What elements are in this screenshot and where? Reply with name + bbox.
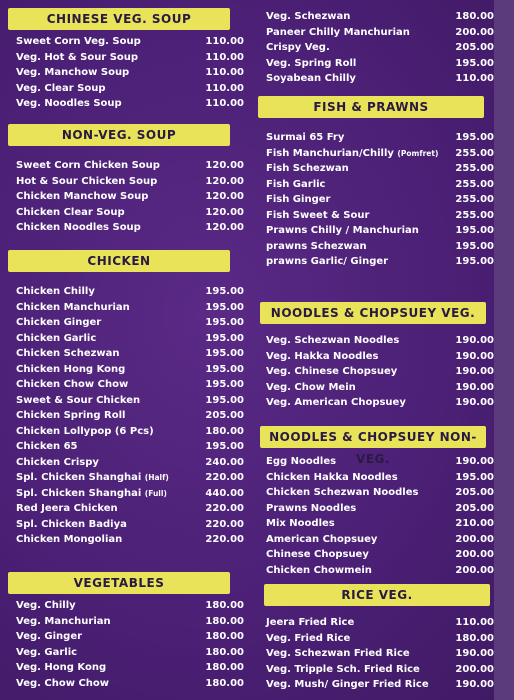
menu-item-price: 180.00: [205, 677, 244, 689]
menu-item: [266, 501, 494, 517]
menu-item-name: [16, 645, 77, 661]
menu-item: [16, 455, 244, 471]
menu-item-name-text: Chicken Schezwan Noodles: [266, 487, 419, 498]
menu-item: [16, 189, 244, 205]
menu-item-name: [16, 81, 105, 97]
menu-item-name-text: Egg Noodles: [266, 456, 337, 467]
menu-item-name: [266, 485, 418, 501]
menu-item: [266, 615, 494, 631]
menu-item: [266, 631, 494, 647]
menu-item-name-text: Hot & Sour Chicken Soup: [16, 175, 158, 187]
menu-item-price: 180.00: [455, 632, 494, 644]
menu-item-price: 205.00: [455, 502, 494, 514]
menu-item: [16, 598, 244, 614]
menu-item-name-text: Veg. Clear Soup: [16, 82, 106, 94]
menu-item-name: [266, 532, 377, 548]
menu-item: [16, 50, 244, 66]
menu-item-name-text: Sweet Corn Chicken Soup: [16, 160, 160, 171]
menu-item-name: [266, 130, 344, 146]
menu-item: [16, 439, 244, 455]
menu-item-price: 195.00: [455, 256, 494, 267]
menu-item-name-text: Fish Schezwan: [266, 163, 349, 174]
menu-item-price: 220.00: [205, 534, 244, 545]
menu-item: [266, 349, 494, 365]
menu-item-price: 195.00: [455, 471, 494, 483]
menu-item-name-text: Veg. Manchurian: [16, 615, 111, 627]
menu-item-note: (Half): [144, 473, 169, 482]
menu-item-price: 110.00: [205, 36, 244, 47]
menu-item-price: 190.00: [455, 648, 494, 659]
menu-item-name: [266, 208, 369, 224]
menu-item-note: (Full): [144, 488, 167, 498]
menu-item: [266, 380, 494, 396]
menu-item: [16, 408, 244, 424]
section-header-fish-prawns: FISH & PRAWNS: [258, 96, 484, 118]
menu-item-name-text: Mix Noodles: [266, 518, 335, 529]
menu-item-price: 200.00: [455, 564, 494, 576]
menu-item-name-text: Veg. Chow Mein: [266, 381, 356, 393]
menu-item-price: 195.00: [205, 394, 244, 406]
menu-item-name: [266, 25, 410, 41]
menu-item-name-text: Chicken Schezwan: [16, 348, 120, 359]
menu-item-name: [266, 615, 354, 631]
menu-item-price: 255.00: [455, 147, 494, 159]
menu-item: [16, 284, 244, 300]
menu-item-name: [16, 598, 76, 614]
menu-item-name: [266, 501, 356, 517]
menu-item: [266, 56, 494, 72]
menu-item: [266, 208, 494, 224]
menu-item: [16, 81, 244, 97]
menu-item-name-text: Surmai 65 Fry: [266, 132, 345, 143]
menu-item: [16, 393, 244, 409]
menu-item-price: 195.00: [205, 317, 244, 328]
menu-item-price: 205.00: [455, 42, 494, 53]
menu-item-name: [16, 517, 127, 533]
section-header-noodles-chopsuey-veg: NOODLES & CHOPSUEY VEG.: [260, 302, 486, 324]
menu-item-name: [16, 629, 82, 645]
menu-item-name: [16, 189, 148, 205]
menu-item-price: 190.00: [455, 381, 494, 393]
menu-item-name-text: Veg. Manchow Soup: [16, 67, 130, 78]
menu-item-name-text: Chicken Manchow Soup: [16, 191, 149, 202]
menu-item-name-text: prawns Schezwan: [266, 240, 367, 252]
menu-item-name-text: Prawns Noodles: [266, 502, 357, 514]
menu-item-price: 210.00: [455, 518, 494, 529]
menu-item-name: [266, 349, 379, 365]
menu-item-price: 120.00: [205, 191, 244, 202]
menu-item-name-text: Veg. Mush/ Ginger Fried Rice: [266, 679, 429, 690]
menu-item-name-text: Veg. Chilly: [16, 600, 76, 611]
menu-item-name-text: Chicken Manchurian: [16, 301, 130, 313]
menu-item-name-text: Sweet & Sour Chicken: [16, 394, 141, 406]
menu-item-price: 195.00: [205, 379, 244, 390]
menu-item: [266, 223, 494, 239]
menu-item-name: [16, 408, 125, 424]
menu-item: [266, 25, 494, 41]
menu-item-name: [16, 174, 157, 190]
menu-item: [266, 364, 494, 380]
menu-item: [16, 65, 244, 81]
menu-item-price: 110.00: [205, 67, 244, 78]
menu-item-name: [16, 439, 78, 455]
menu-item-name-text: prawns Garlic/ Ginger: [266, 256, 389, 267]
menu-item: [266, 130, 494, 146]
menu-item-price: 195.00: [455, 225, 494, 236]
menu-item-name: [16, 614, 111, 630]
menu-item-name: [266, 662, 420, 678]
menu-item-price: 190.00: [455, 456, 494, 467]
menu-item-price: 110.00: [455, 73, 494, 84]
menu-item-price: 180.00: [205, 631, 244, 642]
menu-item-name: [266, 192, 330, 208]
menu-item: [266, 395, 494, 411]
menu-item-name-text: Veg. Schezwan Noodles: [266, 335, 400, 346]
section-header-noodles-chopsuey-non-veg: NOODLES & CHOPSUEY NON-VEG.: [260, 426, 486, 448]
menu-item-price: 255.00: [455, 194, 494, 205]
menu-item: [16, 34, 244, 50]
menu-item-name: [16, 205, 125, 221]
menu-item-name-text: Veg. Ginger: [16, 631, 83, 642]
menu-item-price: 120.00: [205, 160, 244, 171]
menu-item-name-text: Veg. Hot & Sour Soup: [16, 51, 139, 63]
section-header-vegetables: VEGETABLES: [8, 572, 230, 594]
menu-item: [266, 516, 494, 532]
menu-item: [266, 177, 494, 193]
menu-item: [266, 547, 494, 563]
menu-item-name-text: Chicken Ginger: [16, 317, 102, 328]
menu-item-name-text: Spl. Chicken Shanghai: [16, 472, 142, 483]
menu-item-name: [266, 631, 350, 647]
menu-item-price: 255.00: [455, 163, 494, 174]
menu-item-price: 110.00: [205, 82, 244, 94]
menu-item-name: [266, 563, 372, 579]
menu-item-price: 180.00: [455, 11, 494, 22]
menu-item: [16, 174, 244, 190]
menu-item-name-text: Veg. Fried Rice: [266, 632, 351, 644]
menu-item-name-text: Veg. Hong Kong: [16, 662, 107, 673]
menu-item-name: [16, 50, 138, 66]
menu-item-price: 200.00: [455, 533, 494, 545]
menu-item-name: [266, 177, 325, 193]
menu-item: [16, 346, 244, 362]
menu-item-name-text: Chicken Clear Soup: [16, 206, 125, 218]
menu-item-name: [16, 300, 130, 316]
menu-item-name: [16, 158, 160, 174]
menu-item-name-text: Crispy Veg.: [266, 42, 330, 53]
menu-item: [16, 331, 244, 347]
menu-item-name: [266, 395, 406, 411]
menu-item-price: 190.00: [455, 366, 494, 377]
menu-item-price: 180.00: [205, 662, 244, 673]
menu-item-name: [16, 284, 95, 300]
menu-item-name-text: Chinese Chopsuey: [266, 549, 369, 560]
menu-item: [266, 239, 494, 255]
menu-item-name-text: Veg. Chinese Chopsuey: [266, 366, 398, 377]
section-header-non-veg-soup: NON-VEG. SOUP: [8, 124, 230, 146]
menu-item-price: 195.00: [455, 57, 494, 69]
menu-item: [266, 71, 494, 87]
menu-item-price: 195.00: [205, 286, 244, 297]
section-header-chicken: CHICKEN: [8, 250, 230, 272]
menu-item-name: [266, 71, 356, 87]
menu-item-name: [266, 677, 429, 693]
menu-item-name: [16, 455, 99, 471]
menu-item: [16, 377, 244, 393]
menu-item-note: (Pomfret): [397, 148, 439, 158]
menu-item-name: [266, 161, 349, 177]
menu-item-price: 120.00: [205, 175, 244, 187]
menu-item-name: [266, 239, 367, 255]
menu-item-name: [266, 646, 410, 662]
menu-item-name-text: Spl. Chicken Shanghai: [16, 487, 142, 499]
menu-item: [16, 315, 244, 331]
menu-item-name: [16, 532, 122, 548]
menu-item: [16, 614, 244, 630]
menu-item-name: [266, 223, 419, 239]
menu-item-price: 200.00: [455, 663, 494, 675]
menu-item-name-text: Prawns Chilly / Manchurian: [266, 225, 419, 236]
menu-item-price: 240.00: [205, 456, 244, 468]
menu-item-price: 220.00: [205, 518, 244, 530]
menu-item-name-text: Chicken 65: [16, 441, 78, 452]
menu-item-name-text: Chicken Hong Kong: [16, 363, 126, 375]
menu-item: [16, 486, 244, 502]
menu-item-name-text: Veg. Schezwan Fried Rice: [266, 648, 410, 659]
menu-item-name: [266, 470, 398, 486]
menu-item-name-text: Jeera Fried Rice: [266, 617, 355, 628]
menu-item: [16, 362, 244, 378]
menu-item-name: [16, 470, 169, 486]
menu-item: [266, 646, 494, 662]
menu-item: [16, 660, 244, 676]
menu-item-name: [266, 40, 330, 56]
menu-item-name-text: Chicken Garlic: [16, 332, 97, 344]
menu-item-name: [16, 676, 109, 692]
menu-item: [16, 501, 244, 517]
menu-item-name: [16, 34, 141, 50]
menu-item-name: [16, 315, 101, 331]
menu-item-price: 180.00: [205, 646, 244, 658]
menu-item-price: 255.00: [455, 209, 494, 221]
menu-item: [266, 662, 494, 678]
menu-item-price: 110.00: [205, 98, 244, 109]
menu-item-name: [16, 220, 141, 236]
menu-item-name: [266, 454, 336, 470]
menu-item-name: [266, 380, 356, 396]
menu-item-name: [266, 516, 335, 532]
menu-item: [266, 485, 494, 501]
section-header-chinese-veg-soup: CHINESE VEG. SOUP: [8, 8, 230, 30]
menu-item: [16, 470, 244, 486]
menu-item: [16, 645, 244, 661]
menu-item-name: [266, 146, 438, 162]
menu-item-price: 190.00: [455, 350, 494, 362]
menu-item: [16, 532, 244, 548]
menu-item-name-text: Veg. Noodles Soup: [16, 98, 122, 109]
menu-item-name-text: Sweet Corn Veg. Soup: [16, 36, 141, 47]
menu-item-name: [266, 254, 388, 270]
menu-item-name-text: Chicken Chowmein: [266, 564, 372, 576]
menu-item: [16, 158, 244, 174]
menu-item-price: 180.00: [205, 615, 244, 627]
menu-item-name-text: Veg. Schezwan: [266, 11, 351, 22]
menu-item-name-text: Fish Sweet & Sour: [266, 209, 370, 221]
menu-item-name: [16, 377, 128, 393]
right-edge: [494, 0, 514, 700]
menu-item-price: 205.00: [205, 410, 244, 421]
menu-item: [266, 146, 494, 162]
menu-item: [266, 9, 494, 25]
menu-item-price: 190.00: [455, 335, 494, 346]
menu-item-price: 110.00: [455, 617, 494, 628]
menu-item-price: 220.00: [205, 472, 244, 483]
menu-item: [266, 40, 494, 56]
menu-item: [16, 96, 244, 112]
menu-item-price: 205.00: [455, 487, 494, 498]
menu-item-price: 120.00: [205, 222, 244, 233]
menu-item: [16, 676, 244, 692]
menu-item-name-text: Paneer Chilly Manchurian: [266, 26, 410, 38]
menu-item: [266, 677, 494, 693]
menu-item-price: 190.00: [455, 397, 494, 408]
menu-item: [266, 563, 494, 579]
menu-item-name-text: Veg. Garlic: [16, 646, 78, 658]
menu-item: [266, 333, 494, 349]
menu-item-name: [16, 501, 118, 517]
menu-item-price: 180.00: [205, 425, 244, 437]
menu-item-name-text: Veg. Hakka Noodles: [266, 350, 379, 362]
menu-item-price: 195.00: [455, 240, 494, 252]
menu-item-name: [16, 660, 106, 676]
menu-item-name: [16, 65, 129, 81]
menu-item-name: [266, 547, 369, 563]
menu-item: [16, 205, 244, 221]
menu-item-name-text: Chicken Chow Chow: [16, 379, 129, 390]
menu-item-name-text: Veg. Tripple Sch. Fried Rice: [266, 663, 420, 675]
menu-item-price: 195.00: [205, 363, 244, 375]
menu-item-name-text: Red Jeera Chicken: [16, 503, 118, 514]
menu-item-price: 195.00: [205, 301, 244, 313]
menu-item-name-text: Fish Garlic: [266, 178, 326, 190]
menu-item-name: [16, 331, 96, 347]
menu-item-name-text: Fish Ginger: [266, 194, 331, 205]
menu-item: [266, 532, 494, 548]
menu-item: [266, 470, 494, 486]
menu-item-name: [16, 486, 167, 502]
section-header-rice-veg: RICE VEG.: [264, 584, 490, 606]
menu-item-name: [16, 424, 154, 440]
menu-item-price: 195.00: [455, 132, 494, 143]
menu-item-price: 195.00: [205, 348, 244, 359]
menu-item-name: [266, 333, 399, 349]
menu-item-name-text: Soyabean Chilly: [266, 73, 356, 84]
menu-item-name-text: Chicken Chilly: [16, 286, 95, 297]
menu-item: [266, 192, 494, 208]
menu-item-price: 220.00: [205, 503, 244, 514]
menu-item: [16, 300, 244, 316]
menu-item: [16, 424, 244, 440]
menu-item-name: [16, 96, 122, 112]
menu-item-price: 110.00: [205, 51, 244, 63]
menu-item-name-text: American Chopsuey: [266, 533, 378, 545]
menu-item: [266, 161, 494, 177]
menu-item-name-text: Chicken Hakka Noodles: [266, 471, 398, 483]
menu-item-name-text: Chicken Spring Roll: [16, 410, 126, 421]
menu-item: [16, 220, 244, 236]
menu-item-name-text: Chicken Noodles Soup: [16, 222, 141, 233]
menu-item-price: 120.00: [205, 206, 244, 218]
menu-item: [16, 629, 244, 645]
menu-item-name: [266, 56, 356, 72]
menu-item-name-text: Spl. Chicken Badiya: [16, 518, 127, 530]
menu-item-name-text: Chicken Lollypop (6 Pcs): [16, 425, 154, 437]
menu-item-name: [16, 393, 140, 409]
menu-item-price: 180.00: [205, 600, 244, 611]
menu-item-price: 200.00: [455, 549, 494, 560]
menu-item-name: [266, 364, 397, 380]
menu-item-price: 440.00: [205, 487, 244, 499]
menu-item: [16, 517, 244, 533]
menu-item-name: [16, 362, 125, 378]
menu-item-price: 255.00: [455, 178, 494, 190]
menu-item-name-text: Chicken Mongolian: [16, 534, 123, 545]
menu-item: [266, 254, 494, 270]
menu-item-name-text: Chicken Crispy: [16, 456, 99, 468]
menu-item-name-text: Veg. American Chopsuey: [266, 397, 406, 408]
menu-item-name-text: Veg. Chow Chow: [16, 677, 110, 689]
menu-item-name: [266, 9, 350, 25]
menu-item-price: 195.00: [205, 441, 244, 452]
menu-item-name-text: Veg. Spring Roll: [266, 57, 357, 69]
menu-item-price: 190.00: [455, 679, 494, 690]
menu-item: [266, 454, 494, 470]
menu-item-name-text: Fish Manchurian/Chilly: [266, 147, 394, 159]
menu-item-price: 195.00: [205, 332, 244, 344]
menu-item-price: 200.00: [455, 26, 494, 38]
menu-item-name: [16, 346, 120, 362]
